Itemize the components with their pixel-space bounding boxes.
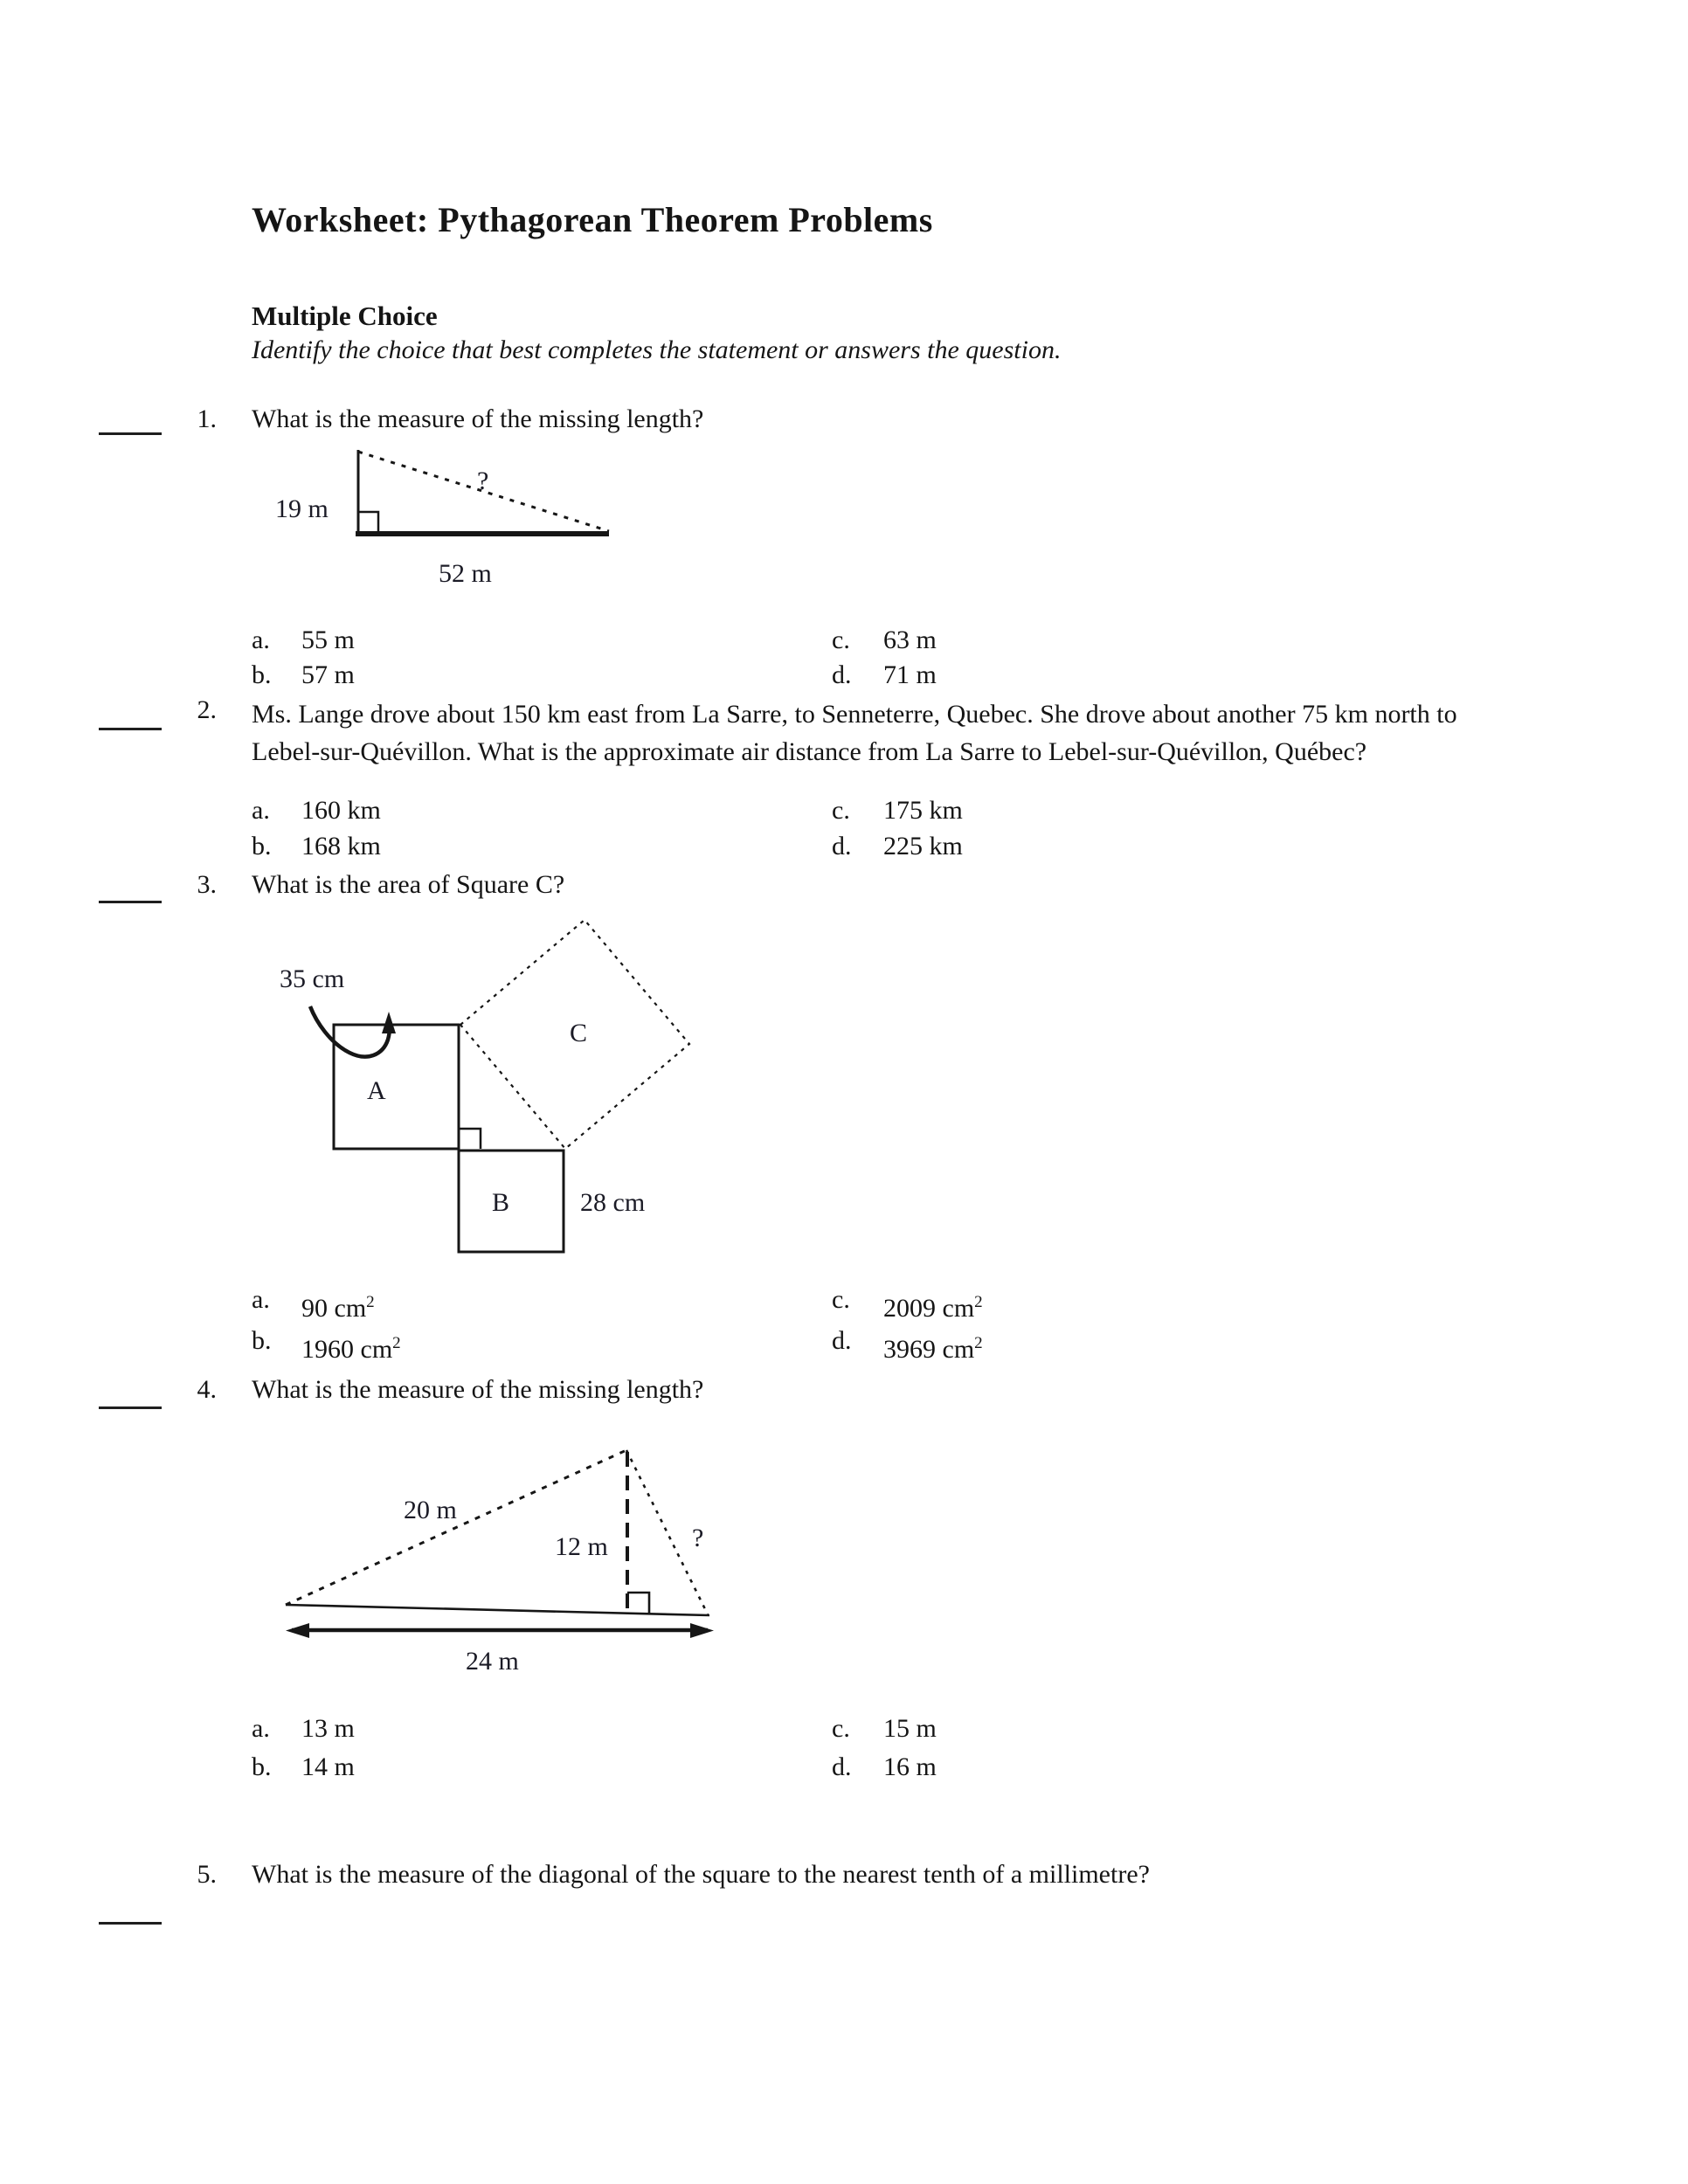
q3-square-a-label: A — [367, 1076, 386, 1105]
q4-choice-b-value: 14 m — [301, 1752, 355, 1781]
q2-choice-d-label: d. — [832, 832, 852, 860]
q3-choice-c-value — [883, 1294, 983, 1324]
q4-base-label: 24 m — [466, 1647, 519, 1676]
question-text-q3: What is the area of Square C? — [252, 870, 565, 899]
q2-choice-c-label: c. — [832, 796, 850, 825]
answer-blank-q1 — [99, 432, 162, 435]
q1-choice-d-value: 71 m — [883, 660, 937, 689]
q2-choice-a-value: 160 km — [301, 796, 381, 825]
q1-choice-d-label: d. — [832, 660, 852, 689]
question-number-q3: 3. — [197, 870, 217, 899]
q4-arrowhead-right — [690, 1623, 714, 1638]
question-text-q2: Ms. Lange drove about 150 km east from La Sarre, to Senneterre, Quebec. She drove about another 75 km north to Lebel-sur-Quévillon. What is the approximate air distance from La Sarre to Lebel-sur-Quévillon, Québec? — [252, 700, 1457, 766]
q3-square-b — [459, 1151, 564, 1252]
q3-choice-b-value — [301, 1335, 401, 1365]
q1-triangle-diagram — [253, 437, 664, 594]
q2-choice-d-value: 225 km — [883, 832, 963, 860]
q2-choice-b-label: b. — [252, 832, 272, 860]
question-number-q5: 5. — [197, 1860, 217, 1889]
q4-choice-d-label: d. — [832, 1752, 852, 1781]
q3-choice-b-label: b. — [252, 1326, 272, 1355]
q4-arrowhead-left — [286, 1623, 309, 1638]
q3-choice-a-label: a. — [252, 1285, 270, 1314]
q1-left-label: 19 m — [275, 494, 329, 523]
q4-right-angle-marker — [627, 1593, 649, 1614]
q3-choice-a-text: 90 cm — [301, 1294, 367, 1323]
question-number-q2: 2. — [197, 695, 217, 724]
q4-choice-c-value: 15 m — [883, 1714, 937, 1743]
question-number-q4: 4. — [197, 1375, 217, 1404]
question-text-q5: What is the measure of the diagonal of the square to the nearest tenth of a millimetre? — [252, 1860, 1150, 1889]
q2-choice-a-label: a. — [252, 796, 270, 825]
question-number-q1: 1. — [197, 404, 217, 433]
q1-base-label: 52 m — [439, 559, 492, 588]
q4-missing-label: ? — [692, 1524, 704, 1552]
q4-choice-d-value: 16 m — [883, 1752, 937, 1781]
question-text-q1: What is the measure of the missing length? — [252, 404, 704, 433]
q1-choice-a-value: 55 m — [301, 625, 355, 654]
q3-side-b-label: 28 cm — [580, 1188, 646, 1217]
q1-choice-b-label: b. — [252, 660, 272, 689]
q4-choice-c-label: c. — [832, 1714, 850, 1743]
q3-squares-diagram — [262, 909, 751, 1275]
q3-choice-d-sup: 2 — [974, 1334, 983, 1352]
answer-blank-q2 — [99, 728, 162, 730]
q1-right-angle-marker — [358, 512, 378, 534]
q3-choice-a-value — [301, 1294, 375, 1324]
q4-triangle-diagram — [262, 1424, 738, 1682]
q1-choice-b-value: 57 m — [301, 660, 355, 689]
q3-choice-c-text: 2009 cm — [883, 1294, 975, 1323]
q3-choice-a-sup: 2 — [366, 1293, 375, 1311]
q2-choice-c-value: 175 km — [883, 796, 963, 825]
question-text-q4: What is the measure of the missing length? — [252, 1375, 704, 1404]
q4-choice-a-label: a. — [252, 1714, 270, 1743]
section-heading: Multiple Choice — [252, 301, 438, 331]
q4-base-line — [286, 1605, 709, 1615]
q4-height-label: 12 m — [555, 1532, 608, 1561]
q1-choice-a-label: a. — [252, 625, 270, 654]
q3-choice-c-label: c. — [832, 1285, 850, 1314]
q3-square-c-label: C — [570, 1019, 588, 1047]
q2-choice-b-value: 168 km — [301, 832, 381, 860]
q3-right-angle-marker — [459, 1129, 481, 1149]
q1-choice-c-label: c. — [832, 625, 850, 654]
q3-choice-b-sup: 2 — [392, 1334, 401, 1352]
q3-choice-d-text: 3969 cm — [883, 1335, 975, 1364]
q3-choice-d-label: d. — [832, 1326, 852, 1355]
q3-square-b-label: B — [492, 1188, 510, 1217]
q3-curved-arrow — [310, 1006, 390, 1057]
q3-choice-c-sup: 2 — [974, 1293, 983, 1311]
answer-blank-q5 — [99, 1922, 162, 1925]
q4-hypotenuse-dotted — [286, 1450, 626, 1605]
q1-choice-c-value: 63 m — [883, 625, 937, 654]
q4-hypotenuse-label: 20 m — [404, 1496, 457, 1524]
answer-blank-q3 — [99, 901, 162, 903]
section-instruction: Identify the choice that best completes the statement or answers the question. — [252, 335, 1062, 364]
q4-choice-b-label: b. — [252, 1752, 272, 1781]
q3-square-a — [334, 1025, 459, 1149]
q3-choice-d-value — [883, 1335, 983, 1365]
q3-choice-b-text: 1960 cm — [301, 1335, 393, 1364]
answer-blank-q4 — [99, 1406, 162, 1409]
page-title: Worksheet: Pythagorean Theorem Problems — [252, 200, 933, 239]
q4-choice-a-value: 13 m — [301, 1714, 355, 1743]
q3-curved-arrow-head — [382, 1012, 396, 1033]
q1-hypotenuse-label: ? — [477, 467, 489, 495]
q3-arrow-label: 35 cm — [280, 964, 345, 993]
